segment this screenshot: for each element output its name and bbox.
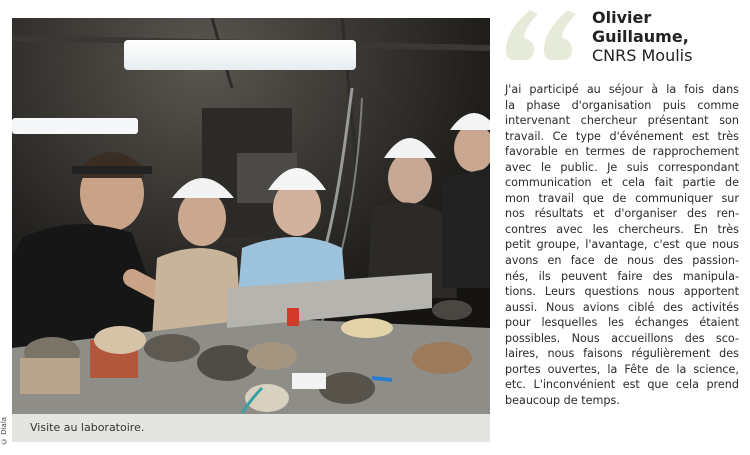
ceiling-lamp-left — [12, 118, 138, 134]
quote-line: communication et cela fait partie de — [505, 176, 739, 190]
quote-mark-icon — [500, 0, 586, 70]
photo-caption: Visite au laboratoire. — [30, 421, 145, 434]
quote-line: portes ouvertes, la Fête de la science, — [505, 362, 739, 376]
quote-line: etc. L'inconvénient est que cela prend — [505, 378, 739, 392]
laboratory-scene — [12, 18, 490, 442]
author-last-name: Guillaume, — [592, 27, 689, 46]
quote-line: travail. Ce type d'événement est très — [505, 129, 739, 143]
ceiling-lamp — [124, 40, 356, 70]
quote-line: beaucoup de temps. — [505, 393, 620, 407]
quote-line: tions. Leurs questions nous apportent — [505, 285, 739, 299]
quote-line: avons en face de nous des passion- — [505, 254, 739, 268]
quote-line: aussi. Nous avions ciblé des activités — [505, 300, 739, 314]
caption-bar — [12, 414, 490, 442]
quote-line: J'ai participé au séjour à la fois dans — [505, 83, 739, 96]
quote-line: mon travail que de communiquer sur — [505, 191, 739, 205]
quote-body — [505, 82, 739, 408]
quote-line: possibles. Nous accueillons des sco- — [505, 331, 739, 345]
photo-credit: © Diala — [0, 416, 8, 445]
author-organization: CNRS Moulis — [592, 46, 693, 65]
laboratory-photo — [12, 18, 490, 442]
quote-line: avec le public. Je suis correspondant — [505, 160, 739, 174]
quote-line: laires, nous faisons régulièrement des — [505, 347, 739, 361]
quote-line: favorable en termes de rapprochement — [505, 145, 739, 159]
author-first-name: Olivier — [592, 8, 652, 27]
quote-line: petit groupe, l'avantage, c'est que nous — [505, 238, 739, 252]
quote-line: contres avec les chercheurs. En très — [505, 222, 739, 236]
quote-line: la phase d'organisation puis comme — [505, 98, 739, 112]
quote-line: intervenant chercheur présentant son — [505, 114, 739, 128]
quote-line: nés, ils peuvent faire des manipula- — [505, 269, 739, 283]
quote-author — [592, 8, 742, 65]
quote-line: nos résultats et d'organiser des ren- — [505, 207, 739, 221]
quote-line: pour lesquelles les échanges étaient — [505, 316, 739, 330]
